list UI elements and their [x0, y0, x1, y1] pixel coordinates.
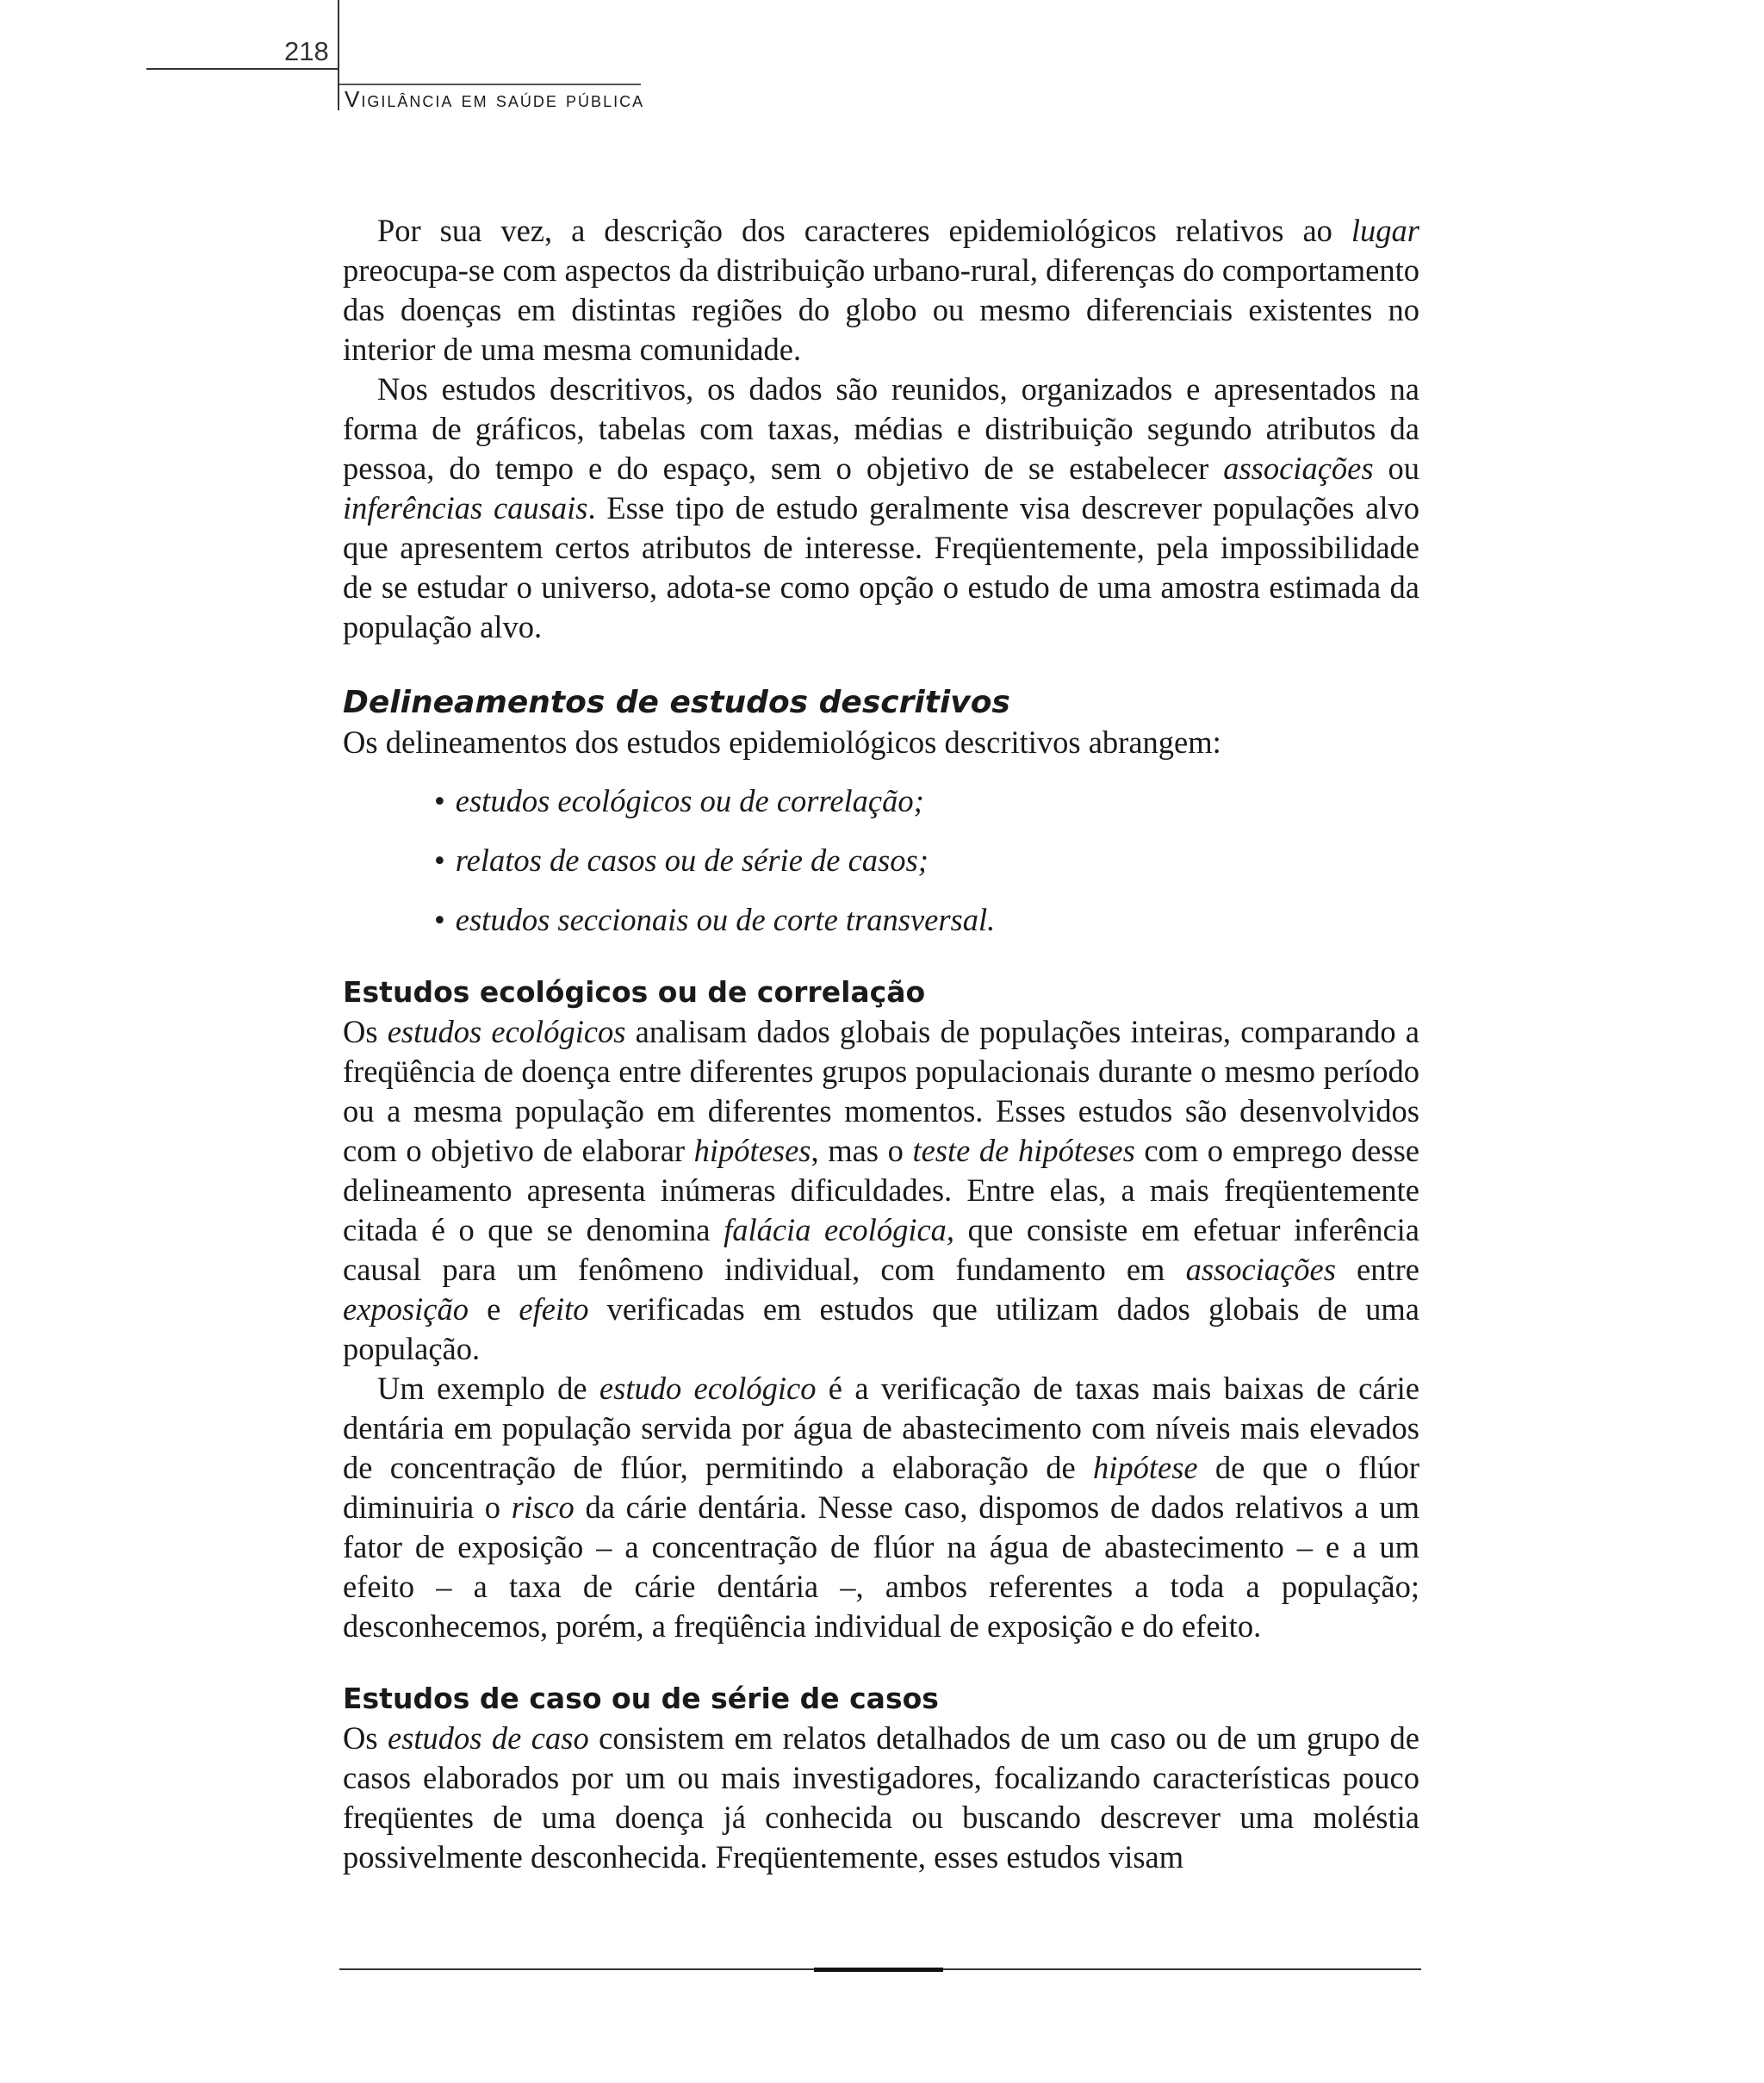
text-span: é a verificação de taxas mais baixas de cárie dentária em população servida por água de abastecimento com níveis mais elevados de concentração de flúor, permitindo a elaboração de: [343, 1371, 1419, 1485]
text-span: de que o flúor diminuiria o: [343, 1450, 1419, 1525]
bullet-list: [343, 781, 1419, 940]
text-span: que consiste em efetuar inferência causal para um fenômeno individual, com fundamento em: [343, 1212, 1420, 1287]
list-item: • estudos seccionais ou de corte transversal.: [434, 900, 1419, 940]
text-span: e: [468, 1291, 519, 1327]
text-span: consistem em relatos detalhados de um caso ou de um grupo de casos elaborados por um ou mais investigadores, focalizando características pouco freqüentes de uma doença já conhecida ou buscando descrever uma moléstia possivelmente desconhecida. Freqüentemente, esses estudos visam: [343, 1720, 1419, 1875]
list-item: • estudos ecológicos ou de correlação;: [434, 781, 1419, 821]
emphasis: estudos ecológicos: [387, 1014, 626, 1049]
running-header: Vigilância em saúde pública: [345, 86, 645, 112]
text-span: . Esse tipo de estudo geralmente visa descrever populações alvo que apresentem certos atributos de interesse. Freqüentemente, pela impossibilidade de se estudar o universo, adota-se como opção o estudo de uma amostra estimada da população alvo.: [343, 490, 1419, 644]
header-rule: [339, 84, 641, 85]
paragraph-exemplo-fluor: [343, 1369, 1419, 1646]
list-item: • relatos de casos ou de série de casos;: [434, 841, 1419, 880]
paragraph-estudos-descritivos: [343, 370, 1419, 647]
text-span: com o emprego desse delineamento apresenta inúmeras dificuldades. Entre elas, a mais freqüentemente citada é o que se denomina: [343, 1133, 1419, 1247]
text-span: entre: [1335, 1252, 1420, 1287]
text-span: verificadas em estudos que utilizam dados globais de uma população.: [343, 1291, 1419, 1366]
emphasis: falácia ecológica,: [724, 1212, 955, 1247]
subsection-title-caso: Estudos de caso ou de série de casos: [343, 1682, 939, 1715]
paragraph-ecologicos: [343, 1012, 1419, 1369]
text-span: Os: [343, 1720, 388, 1756]
footer-rule-accent: [814, 1968, 943, 1972]
emphasis: estudo ecológico: [599, 1371, 817, 1406]
text-span: preocupa-se com aspectos da distribuição urbano-rural, diferenças do comportamento das doenças em distintas regiões do globo ou mesmo diferenciais existentes no interior de uma mesma comunidade.: [343, 252, 1419, 367]
header-rule-left: [146, 68, 338, 70]
text-span: Os: [343, 1014, 388, 1049]
emphasis: associações: [1223, 451, 1374, 486]
text-span: ou: [1373, 451, 1420, 486]
emphasis: lugar: [1351, 213, 1419, 248]
emphasis: exposição: [343, 1291, 469, 1327]
emphasis: inferências causais: [343, 490, 588, 525]
text-span: , mas o: [811, 1133, 913, 1168]
text-span: Nos estudos descritivos, os dados são reunidos, organizados e apresentados na forma de gráficos, tabelas com taxas, médias e distribuição segundo atributos da pessoa, do tempo e do espaço, sem o objetivo de se estabelecer: [343, 371, 1419, 486]
section-intro: Os delineamentos dos estudos epidemiológicos descritivos abrangem:: [343, 724, 1221, 760]
section-title: Delineamentos de estudos descritivos: [343, 685, 1010, 720]
text-span: analisam dados globais de populações inteiras, comparando a freqüência de doença entre diferentes grupos populacionais durante o mesmo período ou a mesma população em diferentes momentos. Esses estudos são desenvolvidos com o objetivo de elaborar: [343, 1014, 1419, 1168]
page-number: 218: [284, 36, 329, 66]
paragraph-lugar: [343, 211, 1419, 370]
emphasis: risco: [511, 1489, 575, 1525]
emphasis: estudos de caso: [388, 1720, 589, 1756]
emphasis: associações: [1185, 1252, 1336, 1287]
subsection-title-ecologicos: Estudos ecológicos ou de correlação: [343, 975, 926, 1009]
emphasis: efeito: [519, 1291, 589, 1327]
text-span: Um exemplo de: [377, 1371, 599, 1406]
emphasis: hipótese: [1092, 1450, 1198, 1485]
emphasis: teste de hipóteses: [912, 1133, 1135, 1168]
emphasis: hipóteses: [693, 1133, 811, 1168]
text-span: Por sua vez, a descrição dos caracteres epidemiológicos relativos ao: [377, 213, 1351, 248]
header-rule-vertical: [338, 0, 339, 110]
paragraph-estudos-de-caso: [343, 1719, 1419, 1877]
text-span: da cárie dentária. Nesse caso, dispomos de dados relativos a um fator de exposição – a concentração de flúor na água de abastecimento – e a um efeito – a taxa de cárie dentária –, ambos referentes a toda a população; desconhecemos, porém, a freqüência individual de exposição e do efeito.: [343, 1489, 1419, 1644]
page-body: [343, 211, 1419, 1877]
